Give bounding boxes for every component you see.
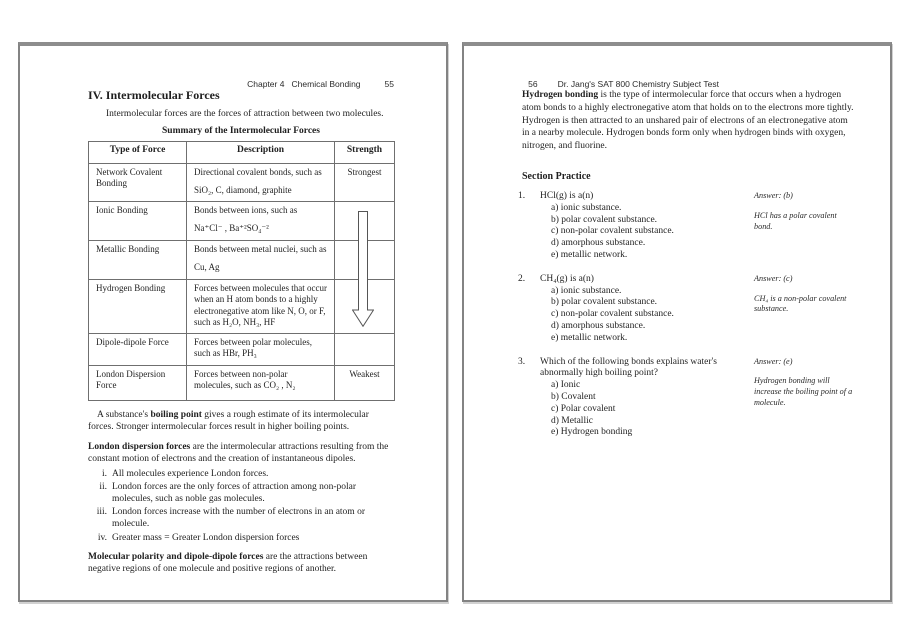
- text-fragment: A substance's: [97, 409, 151, 420]
- description-line-1: Forces between molecules that occur when an H atom bonds to a highly electronegative atom like N, O, or F, such as H₂O, NH₃, HF: [194, 282, 327, 327]
- left-page-number: 55: [384, 79, 394, 89]
- description-line-2: SiO₂, C, diamond, graphite: [194, 185, 292, 195]
- page-right: [462, 42, 892, 602]
- description-line-2: Cu, Ag: [194, 262, 220, 272]
- force-description: [187, 333, 335, 365]
- question-3: [514, 357, 854, 440]
- london-dispersion-paragraph: [88, 441, 394, 466]
- description-line-2: Na⁺Cl⁻ , Ba⁺²SO₄⁻²: [194, 223, 269, 233]
- hydrogen-bonding-paragraph: [522, 89, 854, 153]
- table-title: Summary of the Intermolecular Forces: [162, 125, 320, 136]
- list-item: [88, 532, 394, 544]
- strength-decreasing-arrow-icon: [352, 211, 374, 327]
- col-header-type: Type of Force: [89, 141, 187, 163]
- description-line-1: Bonds between ions, such as: [194, 204, 298, 215]
- answer-column: [740, 274, 854, 345]
- chapter-header-text: Chapter 4 Chemical Bonding: [247, 79, 361, 89]
- table-row: [89, 333, 395, 365]
- book-header-text: Dr. Jang's SAT 800 Chemistry Subject Test: [557, 79, 719, 89]
- table-row: [89, 279, 395, 333]
- question-stem: Which of the following bonds explains water's abnormally high boiling point?: [540, 356, 717, 379]
- bold-term: Molecular polarity and dipole-dipole forces: [88, 551, 264, 562]
- answer-explanation: CH₄ is a non-polar covalent substance.: [754, 293, 847, 314]
- question-stem: HCl(g) is a(n): [540, 190, 594, 201]
- description-line-1: Forces between non-polar molecules, such as CO₂ , N₂: [194, 368, 296, 390]
- answer-column: [740, 191, 854, 262]
- force-description: [187, 365, 335, 400]
- list-marker: iii.: [96, 507, 107, 518]
- answer-option: d) amorphous substance.: [551, 238, 646, 249]
- answer-column: [740, 357, 854, 440]
- strength-cell: Strongest: [335, 163, 395, 201]
- answer-option: b) Covalent: [551, 391, 596, 402]
- list-item: [88, 506, 394, 530]
- page-left: [18, 42, 448, 602]
- force-type: Ionic Bonding: [89, 201, 187, 240]
- question-stem: CH₄(g) is a(n): [540, 273, 594, 284]
- section-heading: IV. Intermolecular Forces: [88, 88, 220, 102]
- strength-cell: [335, 333, 395, 365]
- question-body: [540, 357, 740, 440]
- text-fragment: gives a rough estimate of its intermolecular forces. Stronger intermolecular forces result in higher boiling points.: [88, 409, 369, 432]
- answer-option: e) Hydrogen bonding: [551, 427, 633, 438]
- question-number: 3.: [518, 356, 526, 367]
- answer-label: Answer: (c): [754, 273, 793, 283]
- list-text: Greater mass = Greater London dispersion forces: [112, 532, 300, 543]
- bold-term: Hydrogen bonding: [522, 90, 599, 100]
- boiling-point-paragraph: [88, 409, 394, 434]
- force-description: [187, 163, 335, 201]
- force-type: Hydrogen Bonding: [89, 279, 187, 333]
- section-practice-heading: Section Practice: [522, 170, 591, 182]
- force-type: Metallic Bonding: [89, 240, 187, 279]
- bold-term: boiling point: [150, 409, 202, 420]
- table-row: [89, 365, 395, 400]
- list-item: [88, 468, 394, 480]
- col-header-description: Description: [187, 141, 335, 163]
- question-body: [540, 274, 740, 345]
- text-fragment: are the attractions between negative regions of one molecule and positive regions of another.: [88, 551, 368, 575]
- answer-label: Answer: (b): [754, 190, 793, 200]
- list-text: London forces increase with the number of electrons in an atom or molecule.: [112, 507, 365, 530]
- answer-option: c) non-polar covalent substance.: [551, 226, 674, 237]
- question-number: 1.: [518, 190, 526, 201]
- bold-term: London dispersion forces: [88, 441, 191, 452]
- right-running-header: [514, 68, 854, 89]
- answer-explanation: HCl has a polar covalent bond.: [754, 210, 837, 231]
- description-line-1: Bonds between metal nuclei, such as: [194, 243, 327, 254]
- force-description: [187, 201, 335, 240]
- list-marker: i.: [101, 468, 107, 479]
- text-fragment: are the intermolecular attractions resulting from the constant motion of electrons and the creation of instantaneous dipoles.: [88, 441, 389, 464]
- question-2: [514, 274, 854, 345]
- answer-option: a) ionic substance.: [551, 285, 622, 296]
- answer-option: d) Metallic: [551, 415, 593, 426]
- answer-option: d) amorphous substance.: [551, 320, 646, 331]
- force-description: [187, 240, 335, 279]
- table-row: [89, 240, 395, 279]
- description-line-1: Forces between polar molecules, such as HBr, PH₃: [194, 336, 312, 358]
- col-header-strength: Strength: [335, 141, 395, 163]
- list-text: London forces are the only forces of attraction among non-polar molecules, such as noble gas molecules.: [112, 481, 357, 504]
- list-marker: ii.: [99, 481, 107, 492]
- answer-option: a) ionic substance.: [551, 202, 622, 213]
- answer-option: c) non-polar covalent substance.: [551, 309, 674, 320]
- strength-cell: Weakest: [335, 365, 395, 400]
- practice-questions: [514, 191, 854, 439]
- force-type: Dipole-dipole Force: [89, 333, 187, 365]
- answer-option: a) Ionic: [551, 380, 581, 391]
- right-page-number: 56: [528, 79, 538, 89]
- force-description: [187, 279, 335, 333]
- list-item: [88, 481, 394, 505]
- answer-explanation: Hydrogen bonding will increase the boiling point of a molecule.: [754, 376, 853, 407]
- question-number: 2.: [518, 273, 526, 284]
- description-line-1: Directional covalent bonds, such as: [194, 166, 322, 177]
- table-row: [89, 163, 395, 201]
- left-running-header: [88, 68, 394, 89]
- table-row: [89, 201, 395, 240]
- answer-option: e) metallic network.: [551, 332, 628, 343]
- text-fragment: is the type of intermolecular force that occurs when a hydrogen atom bonds to a highly electronegative atom that holds on to the electrons more tightly. Hydrogen is then attracted to an unshared pair of electrons of an electronegative atom in a nearby molecule. Hydrogen bonds form only when hydrogen binds with oxygen, nitrogen, and fluorine.: [522, 90, 854, 152]
- list-text: All molecules experience London forces.: [112, 468, 269, 479]
- question-body: [540, 191, 740, 262]
- forces-table: [88, 141, 395, 401]
- force-type: Network Covalent Bonding: [89, 163, 187, 201]
- force-type: London Dispersion Force: [89, 365, 187, 400]
- intro-paragraph: Intermolecular forces are the forces of attraction between two molecules.: [106, 109, 384, 119]
- forces-table-wrap: [88, 141, 394, 401]
- table-header-row: [89, 141, 395, 163]
- answer-option: e) metallic network.: [551, 249, 628, 260]
- answer-option: b) polar covalent substance.: [551, 214, 658, 225]
- answer-option: c) Polar covalent: [551, 403, 616, 414]
- london-forces-list: [88, 468, 394, 544]
- list-marker: iv.: [97, 532, 107, 543]
- question-1: [514, 191, 854, 262]
- molecular-polarity-paragraph: [88, 551, 394, 576]
- answer-option: b) polar covalent substance.: [551, 297, 658, 308]
- answer-label: Answer: (e): [754, 356, 793, 366]
